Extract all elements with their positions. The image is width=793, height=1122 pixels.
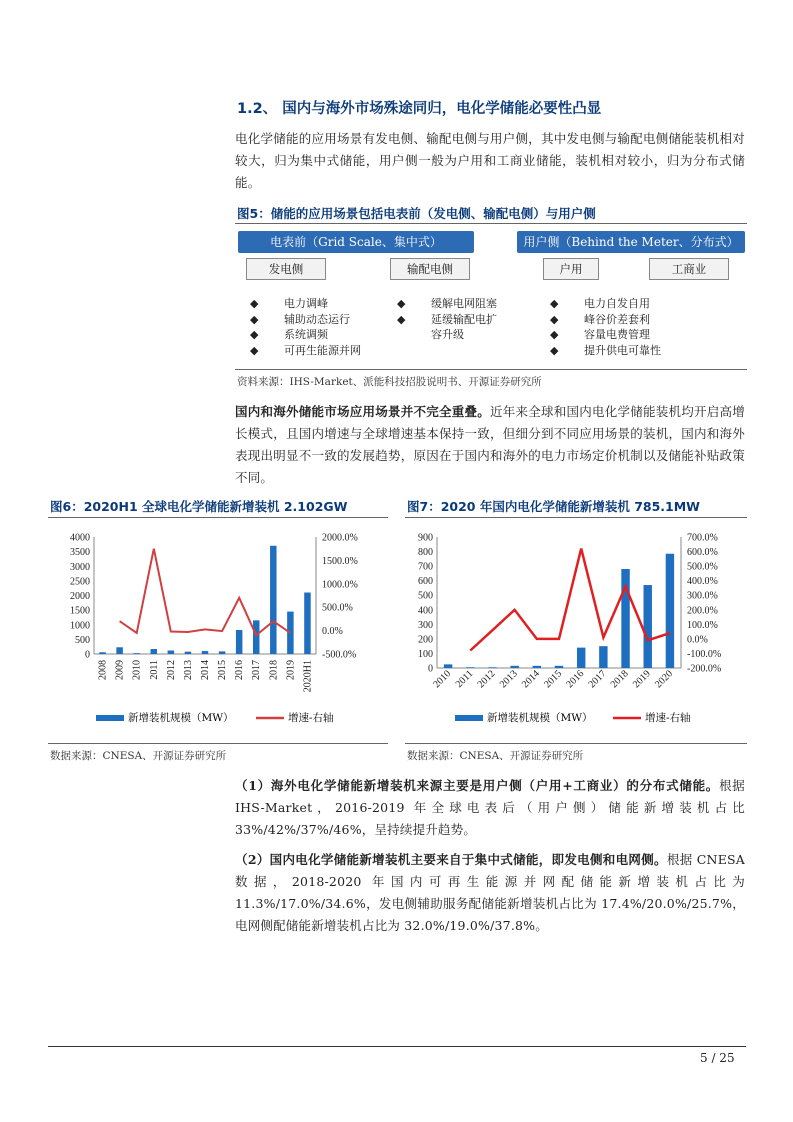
- bar: [577, 648, 585, 668]
- fig5-top-rule: [235, 223, 747, 224]
- fig7-title: 图7：2020 年国内电化学储能新增装机 785.1MW: [407, 499, 700, 514]
- x-tick-label: 2010: [431, 668, 454, 691]
- box-household: 户用: [543, 258, 599, 280]
- x-tick-label: 2015: [217, 660, 229, 680]
- fig6-chart: [48, 520, 393, 740]
- x-tick-label: 2016: [234, 660, 246, 680]
- y-right-tick-label: 600.0%: [687, 547, 718, 559]
- y-left-tick-label: 1500: [70, 605, 90, 617]
- y-left-tick-label: 400: [418, 605, 433, 617]
- overseas-paragraph-lead: （1）海外电化学储能新增装机来源主要是用户侧（户用+工商业）的分布式储能。: [235, 778, 720, 793]
- legend-line-label: 增速-右轴: [645, 712, 691, 724]
- bar: [599, 646, 607, 668]
- x-tick-label: 2015: [542, 668, 565, 691]
- x-tick-label: 2019: [630, 668, 653, 691]
- footer-rule: [48, 1046, 746, 1047]
- legend-bar-label: 新增装机规模（MW）: [128, 712, 234, 724]
- x-tick-label: 2018: [268, 660, 280, 680]
- x-tick-label: 2014: [520, 668, 542, 691]
- section-title: 1.2、 国内与海外市场殊途同归，电化学储能必要性凸显: [237, 101, 602, 117]
- fig6-top-rule: [48, 517, 388, 518]
- bar: [133, 653, 139, 654]
- x-tick-label: 2013: [497, 668, 520, 691]
- bar: [116, 647, 122, 654]
- legend-bar-swatch: [455, 715, 483, 721]
- domestic-paragraph-lead: （2）国内电化学储能新增装机主要来自于集中式储能，即发电侧和电网侧。: [235, 852, 667, 867]
- y-right-tick-label: 500.0%: [322, 602, 353, 614]
- growth-line: [120, 549, 291, 636]
- behind-meter-band: 用户侧（Behind the Meter、分布式）: [517, 231, 745, 253]
- bar: [488, 667, 496, 668]
- bar: [555, 666, 563, 668]
- growth-line: [470, 549, 670, 651]
- y-right-tick-label: 100.0%: [687, 619, 718, 631]
- y-right-tick-label: 0.0%: [687, 634, 708, 646]
- x-tick-label: 2011: [453, 668, 476, 691]
- fig6-title: 图6：2020H1 全球电化学储能新增装机 2.102GW: [50, 499, 348, 514]
- box-generation-side: 发电侧: [246, 258, 326, 280]
- list-item: ◆ 延缓输配电扩: [397, 312, 497, 326]
- bar: [202, 651, 208, 654]
- y-left-tick-label: 900: [418, 532, 433, 544]
- list-item: ◆ 系统调频: [250, 328, 328, 341]
- fig6-bottom-rule: [48, 743, 388, 744]
- y-left-tick-label: 100: [418, 648, 433, 660]
- domestic-paragraph: （2）国内电化学储能新增装机主要来自于集中式储能，即发电侧和电网侧。根据 CNESA 数据，2018-2020 年国内可再生能源并网配储能新增装机占比为 11.3%/17.0%/34.6%，发电侧辅助服务配储能新增装机占比为 17.4%/20.0%/25.7%，电网侧配储能新增装机占比为 32.0%/19.0%/37.8%。: [235, 852, 746, 933]
- x-tick-label: 2011: [148, 660, 160, 680]
- bar: [666, 554, 674, 668]
- list-item: ◆ 提升供电可靠性: [550, 343, 661, 357]
- y-left-tick-label: 3500: [70, 547, 90, 559]
- list-item: ◆ 容量电费管理: [550, 328, 650, 341]
- fig5-title: 图5：储能的应用场景包括电表前（发电侧、输配电侧）与用户侧: [237, 206, 596, 221]
- bar: [236, 630, 242, 654]
- overseas-paragraph: （1）海外电化学储能新增装机来源主要是用户侧（户用+工商业）的分布式储能。根据 IHS-Market，2016-2019 年全球电表后（用户侧）储能新增装机占比 33%/42%/37%/46%，呈持续提升趋势。: [235, 778, 746, 837]
- bar: [270, 546, 276, 654]
- x-tick-label: 2017: [251, 660, 263, 680]
- bar: [219, 651, 225, 654]
- y-right-tick-label: -500.0%: [322, 649, 357, 661]
- y-right-tick-label: 700.0%: [687, 532, 718, 544]
- y-right-tick-label: 500.0%: [687, 561, 718, 573]
- y-right-tick-label: 1500.0%: [322, 555, 358, 567]
- list-item: ◆ 峰谷价差套利: [550, 312, 650, 326]
- fig5-source: 资料来源：IHS-Market、派能科技招股说明书、开源证券研究所: [237, 376, 542, 388]
- front-meter-band: 电表前（Grid Scale、集中式）: [238, 231, 474, 253]
- y-left-tick-label: 600: [418, 576, 433, 588]
- y-right-tick-label: -200.0%: [687, 663, 722, 675]
- bar: [253, 620, 259, 654]
- page-number: 5 / 25: [700, 1051, 735, 1065]
- legend-bar-swatch: [96, 715, 124, 721]
- y-left-tick-label: 1000: [70, 620, 90, 632]
- fig7-source: 数据来源：CNESA、开源证券研究所: [407, 750, 584, 762]
- legend-bar-label: 新增装机规模（MW）: [487, 712, 593, 724]
- y-left-tick-label: 4000: [70, 532, 90, 544]
- list-item: ◆ 缓解电网阻塞: [397, 297, 497, 310]
- x-tick-label: 2019: [285, 660, 297, 680]
- bar: [185, 652, 191, 654]
- fig5-col2-list: [397, 296, 497, 343]
- x-tick-label: 2008: [97, 660, 109, 680]
- y-right-tick-label: 400.0%: [687, 576, 718, 588]
- y-left-tick-label: 2000: [70, 591, 90, 602]
- y-right-tick-label: -100.0%: [687, 648, 722, 660]
- bar: [99, 652, 105, 654]
- list-item: ◆ 可再生能源并网: [250, 343, 361, 357]
- list-item: 容升级: [431, 328, 464, 341]
- market-paragraph: 国内和海外储能市场应用场景并不完全重叠。近年来全球和国内电化学储能装机均开启高增长模式，且国内增速与全球增速基本保持一致，但细分到不同应用场景的装机，国内和海外表现出明显不一致的发展趋势，原因在于国内和海外的电力市场定价机制以及储能补贴政策不同。: [235, 404, 745, 485]
- fig6-source: 数据来源：CNESA、开源证券研究所: [50, 750, 227, 762]
- bar: [304, 593, 310, 654]
- bar: [151, 649, 157, 654]
- y-left-tick-label: 3000: [70, 561, 90, 573]
- fig5-col3-list: [550, 296, 661, 358]
- legend-line-label: 增速-右轴: [288, 712, 334, 724]
- y-left-tick-label: 0: [428, 663, 433, 675]
- y-left-tick-label: 200: [418, 634, 433, 646]
- bar: [644, 585, 652, 668]
- x-tick-label: 2014: [200, 660, 211, 680]
- fig5-bottom-rule: [235, 369, 747, 370]
- y-left-tick-label: 0: [85, 649, 90, 661]
- x-tick-label: 2020: [653, 668, 676, 691]
- y-right-tick-label: 0.0%: [322, 626, 343, 638]
- x-tick-label: 2018: [608, 668, 631, 691]
- y-left-tick-label: 700: [418, 561, 433, 573]
- y-right-tick-label: 200.0%: [687, 605, 718, 617]
- y-left-tick-label: 2500: [70, 576, 90, 588]
- x-tick-label: 2009: [114, 660, 126, 680]
- x-tick-label: 2017: [586, 668, 609, 691]
- x-tick-label: 2013: [182, 660, 194, 680]
- bar: [466, 667, 474, 668]
- bar: [168, 650, 174, 654]
- x-tick-label: 2012: [165, 660, 177, 680]
- bar: [444, 664, 452, 668]
- list-item: ◆ 辅助动态运行: [250, 312, 350, 326]
- list-item: ◆ 电力自发自用: [550, 297, 650, 310]
- fig7-bottom-rule: [405, 743, 747, 744]
- box-commercial: 工商业: [649, 258, 729, 280]
- y-left-tick-label: 800: [418, 547, 433, 559]
- y-right-tick-label: 2000.0%: [322, 532, 358, 544]
- market-paragraph-lead: 国内和海外储能市场应用场景并不完全重叠。: [235, 404, 491, 419]
- bar: [533, 666, 541, 668]
- x-tick-label: 2020H1: [302, 660, 314, 693]
- fig7-chart: [405, 520, 750, 740]
- intro-paragraph: 电化学储能的应用场景有发电侧、输配电侧与用户侧，其中发电侧与输配电侧储能装机相对较大，归为集中式储能，用户侧一般为户用和工商业储能，装机相对较小，归为分布式储能。: [235, 131, 745, 190]
- bar: [510, 666, 518, 668]
- box-transmission-side: 输配电侧: [390, 258, 470, 280]
- y-right-tick-label: 1000.0%: [322, 579, 358, 591]
- x-tick-label: 2010: [131, 660, 143, 680]
- y-left-tick-label: 500: [75, 634, 90, 646]
- y-left-tick-label: 300: [418, 619, 433, 631]
- fig7-top-rule: [405, 517, 747, 518]
- list-item: ◆ 电力调峰: [250, 297, 328, 310]
- x-tick-label: 2016: [564, 668, 587, 691]
- y-left-tick-label: 500: [418, 590, 433, 602]
- fig5-col1-list: [250, 296, 361, 358]
- y-right-tick-label: 300.0%: [687, 590, 718, 602]
- x-tick-label: 2012: [475, 668, 498, 691]
